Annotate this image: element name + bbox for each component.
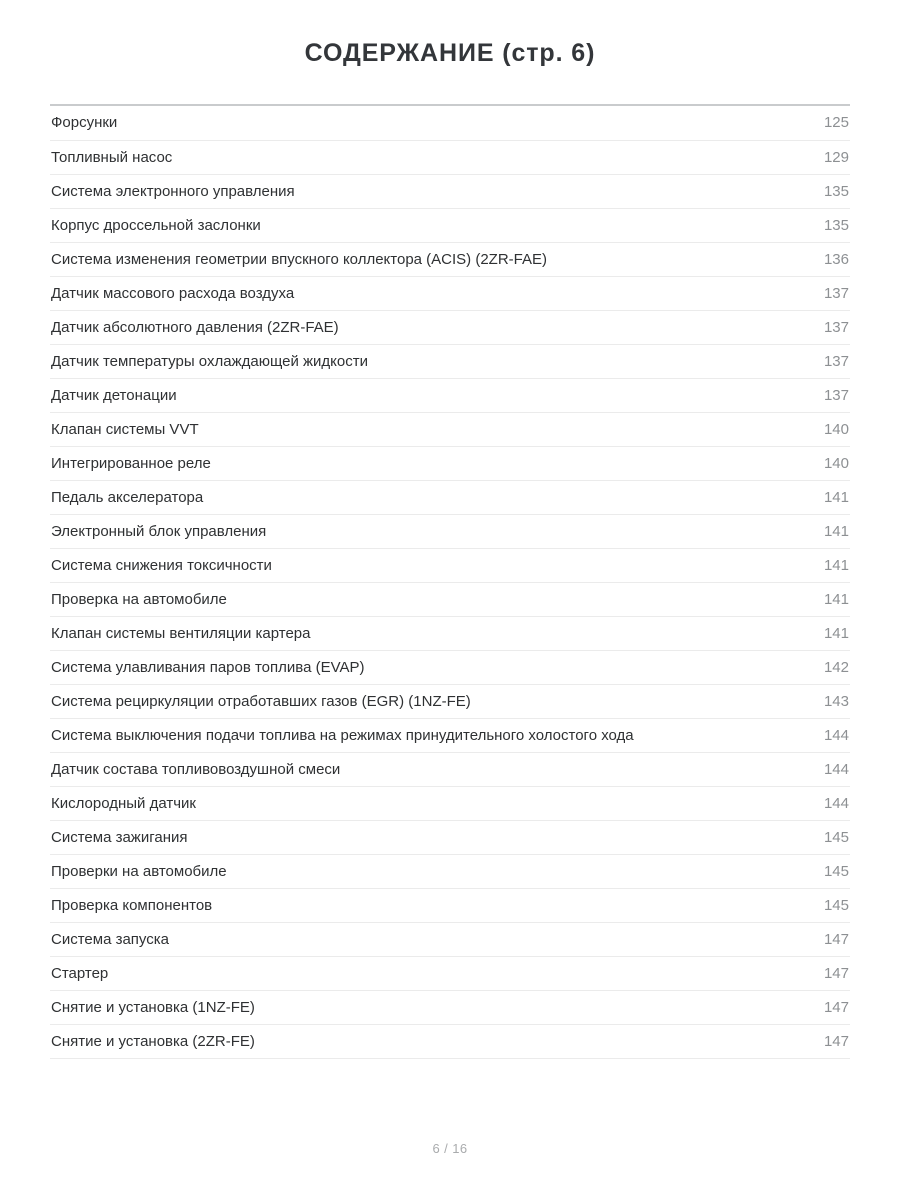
toc-entry[interactable] (50, 481, 850, 515)
toc-entry-page-number: 137 (823, 387, 849, 404)
toc-entry-label: Проверки на автомобиле (51, 863, 227, 880)
table-of-contents-list (50, 106, 850, 1059)
toc-entry-page-number: 147 (823, 999, 849, 1016)
toc-entry-page-number: 144 (823, 761, 849, 778)
toc-entry[interactable] (50, 889, 850, 923)
toc-entry-page-number: 137 (823, 285, 849, 302)
toc-entry-page-number: 137 (823, 319, 849, 336)
toc-entry-page-number: 135 (823, 183, 849, 200)
toc-entry[interactable] (50, 447, 850, 481)
toc-entry-label: Датчик температуры охлаждающей жидкости (51, 353, 368, 370)
toc-entry-label: Клапан системы вентиляции картера (51, 625, 311, 642)
toc-entry-page-number: 143 (823, 693, 849, 710)
toc-entry[interactable] (50, 787, 850, 821)
toc-entry-label: Стартер (51, 965, 109, 982)
toc-entry-label: Система изменения геометрии впускного коллектора (ACIS) (2ZR-FAE) (51, 251, 548, 268)
toc-entry[interactable] (50, 753, 850, 787)
document-header (0, 0, 900, 106)
toc-entry-label: Проверка на автомобиле (51, 591, 227, 608)
toc-entry-label: Клапан системы VVT (51, 421, 199, 438)
toc-entry-page-number: 135 (823, 217, 849, 234)
toc-entry[interactable] (50, 515, 850, 549)
toc-entry-page-number: 137 (823, 353, 849, 370)
page-indicator: 6 / 16 (432, 1141, 468, 1156)
toc-entry-page-number: 144 (823, 795, 849, 812)
toc-entry[interactable] (50, 685, 850, 719)
toc-entry-page-number: 140 (823, 455, 849, 472)
page-title: СОДЕРЖАНИЕ (стр. 6) (304, 39, 596, 67)
toc-entry-label: Система электронного управления (51, 183, 295, 200)
toc-entry[interactable] (50, 821, 850, 855)
toc-entry-page-number: 147 (823, 931, 849, 948)
toc-entry-label: Электронный блок управления (51, 523, 267, 540)
toc-entry-label: Педаль акселератора (51, 489, 204, 506)
toc-entry-label: Топливный насос (51, 149, 173, 166)
toc-entry-label: Форсунки (51, 114, 118, 131)
toc-entry-label: Датчик массового расхода воздуха (51, 285, 295, 302)
toc-entry-page-number: 136 (823, 251, 849, 268)
toc-entry-page-number: 142 (823, 659, 849, 676)
toc-entry-label: Система снижения токсичности (51, 557, 272, 574)
toc-entry[interactable] (50, 1025, 850, 1059)
toc-entry[interactable] (50, 923, 850, 957)
toc-entry-page-number: 145 (823, 829, 849, 846)
toc-entry-label: Проверка компонентов (51, 897, 213, 914)
toc-entry[interactable] (50, 345, 850, 379)
toc-entry-label: Датчик детонации (51, 387, 177, 404)
toc-entry-page-number: 141 (823, 625, 849, 642)
toc-entry-page-number: 125 (823, 114, 849, 131)
toc-entry[interactable] (50, 719, 850, 753)
toc-entry-label: Снятие и установка (2ZR-FE) (51, 1033, 255, 1050)
toc-entry[interactable] (50, 379, 850, 413)
toc-entry-label: Датчик абсолютного давления (2ZR-FAE) (51, 319, 339, 336)
toc-entry-label: Система выключения подачи топлива на режимах принудительного холостого хода (51, 727, 634, 744)
toc-entry-page-number: 145 (823, 897, 849, 914)
toc-entry[interactable] (50, 141, 850, 175)
toc-entry-page-number: 141 (823, 489, 849, 506)
toc-entry-page-number: 147 (823, 1033, 849, 1050)
toc-entry-label: Интегрированное реле (51, 455, 211, 472)
toc-entry-label: Кислородный датчик (51, 795, 196, 812)
toc-entry-page-number: 144 (823, 727, 849, 744)
toc-entry-label: Система зажигания (51, 829, 188, 846)
toc-entry[interactable] (50, 413, 850, 447)
toc-entry-page-number: 140 (823, 421, 849, 438)
toc-entry[interactable] (50, 583, 850, 617)
toc-entry[interactable] (50, 209, 850, 243)
toc-entry-label: Датчик состава топливовоздушной смеси (51, 761, 341, 778)
toc-entry[interactable] (50, 175, 850, 209)
toc-entry-page-number: 145 (823, 863, 849, 880)
toc-entry[interactable] (50, 617, 850, 651)
toc-entry[interactable] (50, 855, 850, 889)
toc-entry-page-number: 141 (823, 591, 849, 608)
toc-entry-label: Система запуска (51, 931, 169, 948)
toc-entry[interactable] (50, 106, 850, 141)
toc-entry-label: Корпус дроссельной заслонки (51, 217, 261, 234)
toc-entry[interactable] (50, 957, 850, 991)
toc-entry[interactable] (50, 549, 850, 583)
toc-entry-label: Система улавливания паров топлива (EVAP) (51, 659, 365, 676)
toc-entry-label: Система рециркуляции отработавших газов (EGR) (1NZ-FE) (51, 693, 471, 710)
toc-entry[interactable] (50, 243, 850, 277)
toc-entry-label: Снятие и установка (1NZ-FE) (51, 999, 255, 1016)
toc-entry[interactable] (50, 311, 850, 345)
toc-entry[interactable] (50, 277, 850, 311)
toc-entry-page-number: 141 (823, 557, 849, 574)
toc-entry[interactable] (50, 991, 850, 1025)
document-footer (0, 1140, 900, 1158)
toc-entry-page-number: 147 (823, 965, 849, 982)
toc-entry-page-number: 141 (823, 523, 849, 540)
toc-entry[interactable] (50, 651, 850, 685)
toc-entry-page-number: 129 (823, 149, 849, 166)
